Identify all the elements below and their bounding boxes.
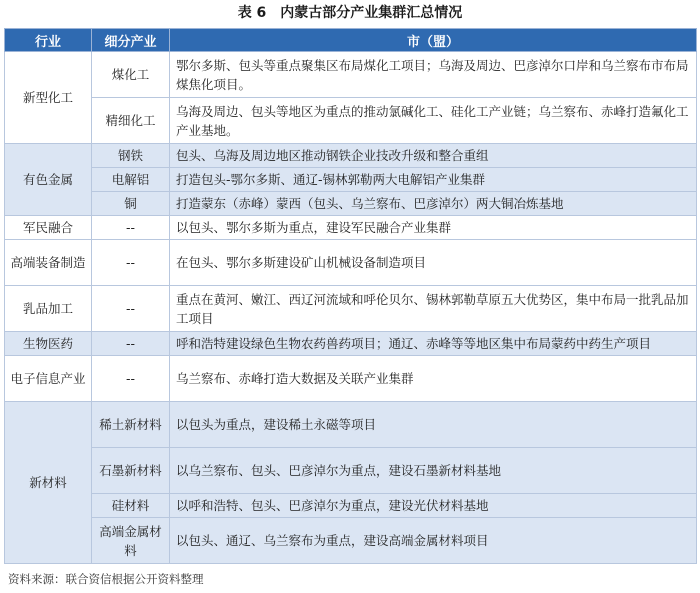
description-cell: 呼和浩特建设绿色生物农药兽药项目；通辽、赤峰等等地区集中布局蒙药中药生产项目 (170, 332, 697, 356)
table-row (5, 52, 697, 98)
description-cell: 乌兰察布、赤峰打造大数据及关联产业集群 (170, 356, 697, 402)
subindustry-cell: 煤化工 (92, 52, 170, 98)
subindustry-cell: -- (92, 356, 170, 402)
header-industry: 行业 (5, 29, 92, 52)
industry-cell: 新型化工 (5, 52, 92, 144)
description-cell: 以呼和浩特、包头、巴彦淖尔为重点，建设光伏材料基地 (170, 494, 697, 518)
description-cell: 重点在黄河、嫩江、西辽河流域和呼伦贝尔、锡林郭勒草原五大优势区，集中布局一批乳品加工项目 (170, 286, 697, 332)
subindustry-cell: -- (92, 216, 170, 240)
description-cell: 以乌兰察布、包头、巴彦淖尔为重点，建设石墨新材料基地 (170, 448, 697, 494)
industry-cluster-table (4, 28, 697, 564)
industry-cell: 生物医药 (5, 332, 92, 356)
subindustry-cell: -- (92, 286, 170, 332)
header-subindustry: 细分产业 (92, 29, 170, 52)
description-cell: 乌海及周边、包头等地区为重点的推动氯碱化工、硅化工产业链；乌兰察布、赤峰打造氟化工产业基地。 (170, 98, 697, 144)
subindustry-cell: 高端金属材料 (92, 518, 170, 564)
subindustry-cell: 硅材料 (92, 494, 170, 518)
subindustry-cell: -- (92, 240, 170, 286)
table-row (5, 98, 697, 144)
description-cell: 鄂尔多斯、包头等重点聚集区布局煤化工项目；乌海及周边、巴彦淖尔口岸和乌兰察布市布局煤焦化项目。 (170, 52, 697, 98)
subindustry-cell: 石墨新材料 (92, 448, 170, 494)
subindustry-cell: 稀土新材料 (92, 402, 170, 448)
table-row (5, 168, 697, 192)
description-cell: 以包头、鄂尔多斯为重点，建设军民融合产业集群 (170, 216, 697, 240)
description-cell: 在包头、鄂尔多斯建设矿山机械设备制造项目 (170, 240, 697, 286)
industry-cell: 新材料 (5, 402, 92, 564)
table-row (5, 192, 697, 216)
subindustry-cell: 精细化工 (92, 98, 170, 144)
subindustry-cell: 铜 (92, 192, 170, 216)
table-header-row (5, 29, 697, 52)
table-row (5, 494, 697, 518)
table-row (5, 144, 697, 168)
description-cell: 以包头、通辽、乌兰察布为重点，建设高端金属材料项目 (170, 518, 697, 564)
header-city: 市（盟） (170, 29, 697, 52)
subindustry-cell: 钢铁 (92, 144, 170, 168)
industry-cell: 有色金属 (5, 144, 92, 216)
description-cell: 打造包头-鄂尔多斯、通辽-锡林郭勒两大电解铝产业集群 (170, 168, 697, 192)
table-row (5, 448, 697, 494)
table-row (5, 356, 697, 402)
table-row (5, 240, 697, 286)
industry-cell: 军民融合 (5, 216, 92, 240)
table-row (5, 402, 697, 448)
industry-cell: 乳品加工 (5, 286, 92, 332)
table-row (5, 332, 697, 356)
industry-cell: 高端装备制造 (5, 240, 92, 286)
subindustry-cell: -- (92, 332, 170, 356)
description-cell: 打造蒙东（赤峰）蒙西（包头、乌兰察布、巴彦淖尔）两大铜冶炼基地 (170, 192, 697, 216)
table-row (5, 216, 697, 240)
source-note: 资料来源：联合资信根据公开资料整理 (8, 572, 204, 586)
table-title: 表 6 内蒙古部分产业集群汇总情况 (237, 5, 463, 21)
subindustry-cell: 电解铝 (92, 168, 170, 192)
description-cell: 包头、乌海及周边地区推动钢铁企业技改升级和整合重组 (170, 144, 697, 168)
table-row (5, 286, 697, 332)
table-row (5, 518, 697, 564)
description-cell: 以包头为重点，建设稀土永磁等项目 (170, 402, 697, 448)
industry-cell: 电子信息产业 (5, 356, 92, 402)
